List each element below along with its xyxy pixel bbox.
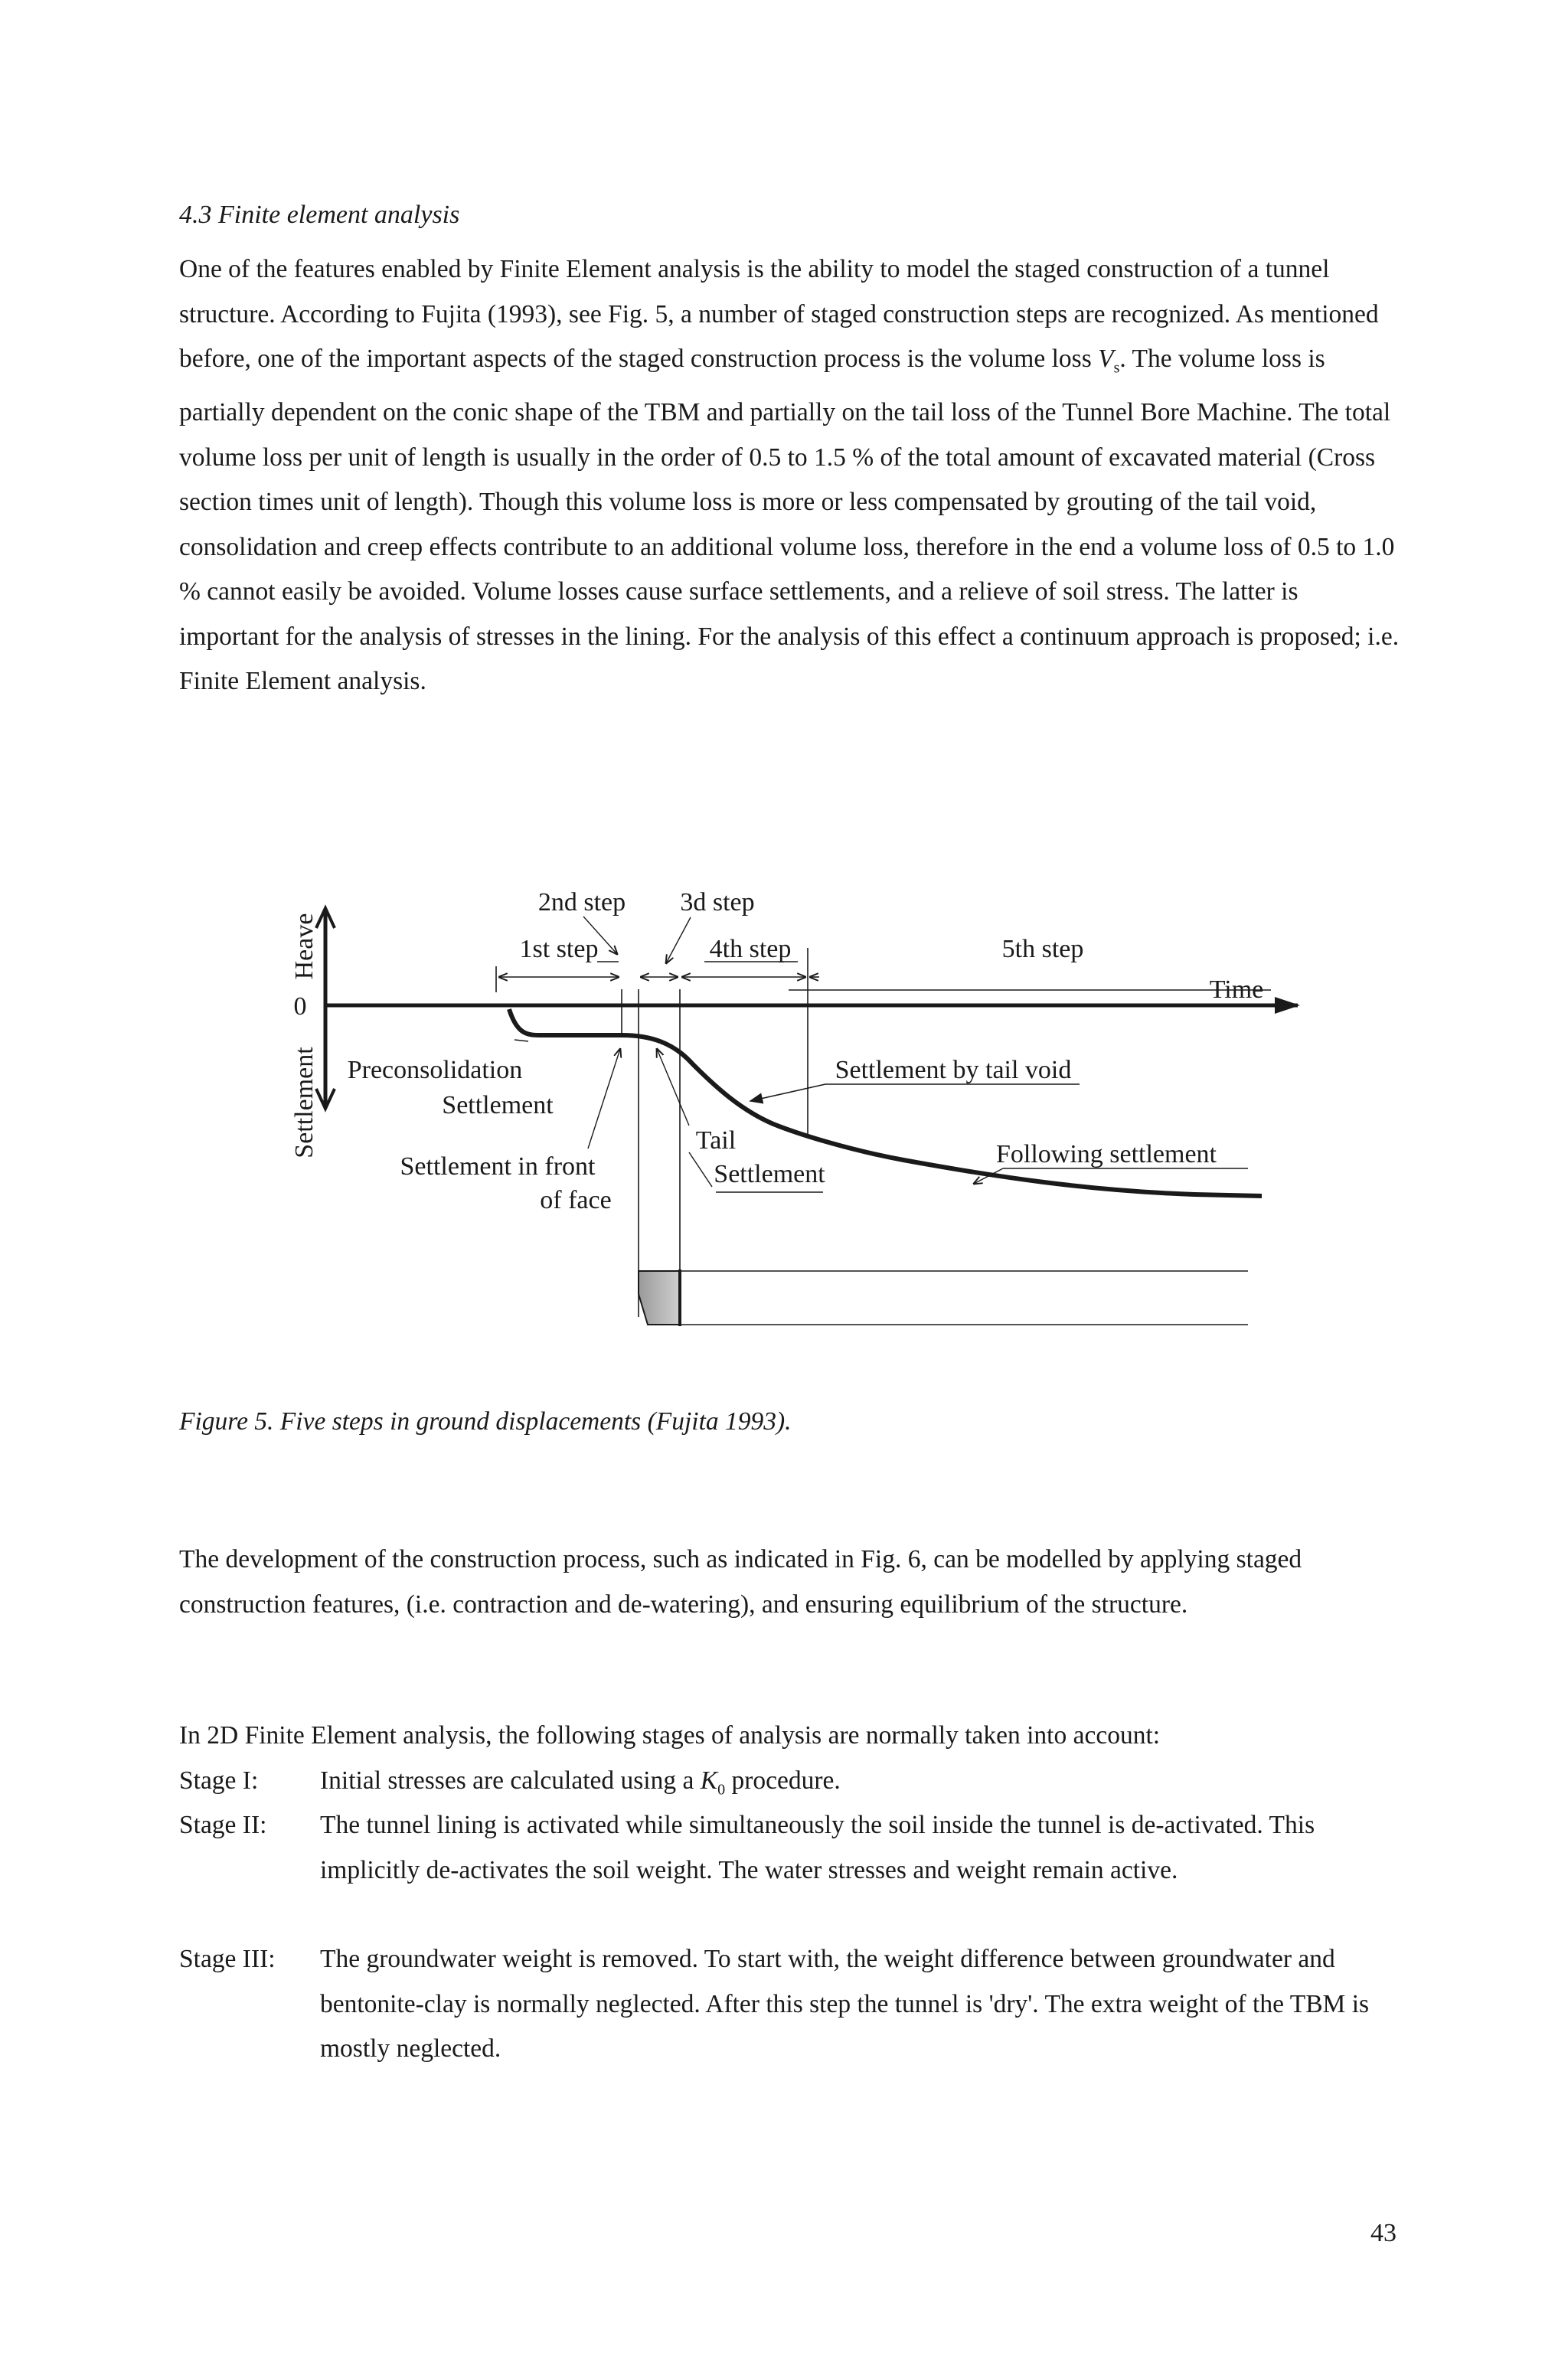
step3-leader [666,917,691,963]
tbm-shield-shape [639,1271,680,1325]
step5-label: 5th step [1001,935,1084,963]
time-label: Time [1209,975,1264,1004]
step3-label: 3d step [680,888,755,917]
volume-loss-subscript: s [1113,359,1120,377]
preconsolidation-leader [514,1040,528,1041]
stage-1-label: Stage I: [179,1766,259,1795]
step2-label: 2nd step [537,888,626,917]
tail-leader-up [657,1049,689,1126]
zero-label: 0 [293,992,307,1021]
stage-3-label: Stage III: [179,1945,276,1973]
volume-loss-symbol: V [1098,345,1114,373]
stage-2-label: Stage II: [179,1811,267,1839]
page-number: 43 [1370,2219,1396,2247]
p1-text-b: . The volume loss is partially dependent on the conic shape of the TBM and partially on the tail loss of the Tunnel Bore Machine. The total volume loss per unit of length is usually in the order of 0.5 to 1.5 % of the total amount of excavated material (Cross section times unit of length). Though this volume loss is more or less compensated by grouting of the tail void, consolidation and creep effects contribute to an additional volume loss, therefore in the end a volume loss of 0.5 to 1.0 % cannot easily be avoided. Volume losses cause surface settlements, and a relieve of soil stress. The latter is important for the analysis of stresses in the lining. For the analysis of this effect a continuum approach is proposed; i.e. Finite Element analysis. [179,345,1400,696]
tail-label-1: Tail [695,1126,737,1155]
step1-label: 1st step [519,935,599,963]
k0-symbol: K [700,1766,718,1795]
front-settlement-label-2: of face [540,1186,612,1214]
tail-label-2: Settlement [714,1160,825,1188]
paragraph-construction-process: The development of the construction process, such as indicated in Fig. 6, can be modelled by applying staged construction features, (i.e. contraction and de-watering), and ensuring equilibrium of the structure. [179,1545,1302,1619]
preconsolidation-label-2: Settlement [442,1091,554,1119]
following-settlement-label: Following settlement [995,1140,1217,1168]
stage-1-text-b: procedure. [725,1766,841,1795]
tail-void-leader [750,1084,825,1101]
section-heading: 4.3 Finite element analysis [179,201,460,229]
front-settlement-label-1: Settlement in front [400,1152,596,1181]
figure-caption: Figure 5. Five steps in ground displacements (Fujita 1993). [179,1407,792,1436]
k0-subscript: 0 [717,1781,726,1799]
stage-1-text-a: Initial stresses are calculated using a [320,1766,701,1795]
step4-label: 4th step [709,935,792,963]
tail-void-label: Settlement by tail void [835,1056,1072,1084]
preconsolidation-label-1: Preconsolidation [347,1056,523,1084]
paragraph-stages-intro: In 2D Finite Element analysis, the following stages of analysis are normally taken into account: [179,1721,1161,1750]
tail-leader-down [689,1152,712,1187]
stage-2-text: The tunnel lining is activated while simultaneously the soil inside the tunnel is de-activated. This implicitly de-activates the soil weight. The water stresses and weight remain active. [320,1811,1315,1884]
time-arrowhead [1275,997,1300,1014]
heave-label: Heave [290,913,318,980]
stage-3-text: The groundwater weight is removed. To start with, the weight difference between groundwater and bentonite-clay is normally neglected. After this step the tunnel is 'dry'. The extra weight of the TBM is mostly neglected. [320,1945,1370,2063]
settlement-axis-label: Settlement [290,1047,318,1158]
p1-text-a: One of the features enabled by Finite Element analysis is the ability to model the staged construction of a tunnel structure. According to Fujita (1993), see Fig. 5, a number of staged construction steps are recognized. As mentioned before, one of the important aspects of the staged construction process is the volume loss [179,255,1379,373]
front-settlement-leader [588,1049,620,1149]
